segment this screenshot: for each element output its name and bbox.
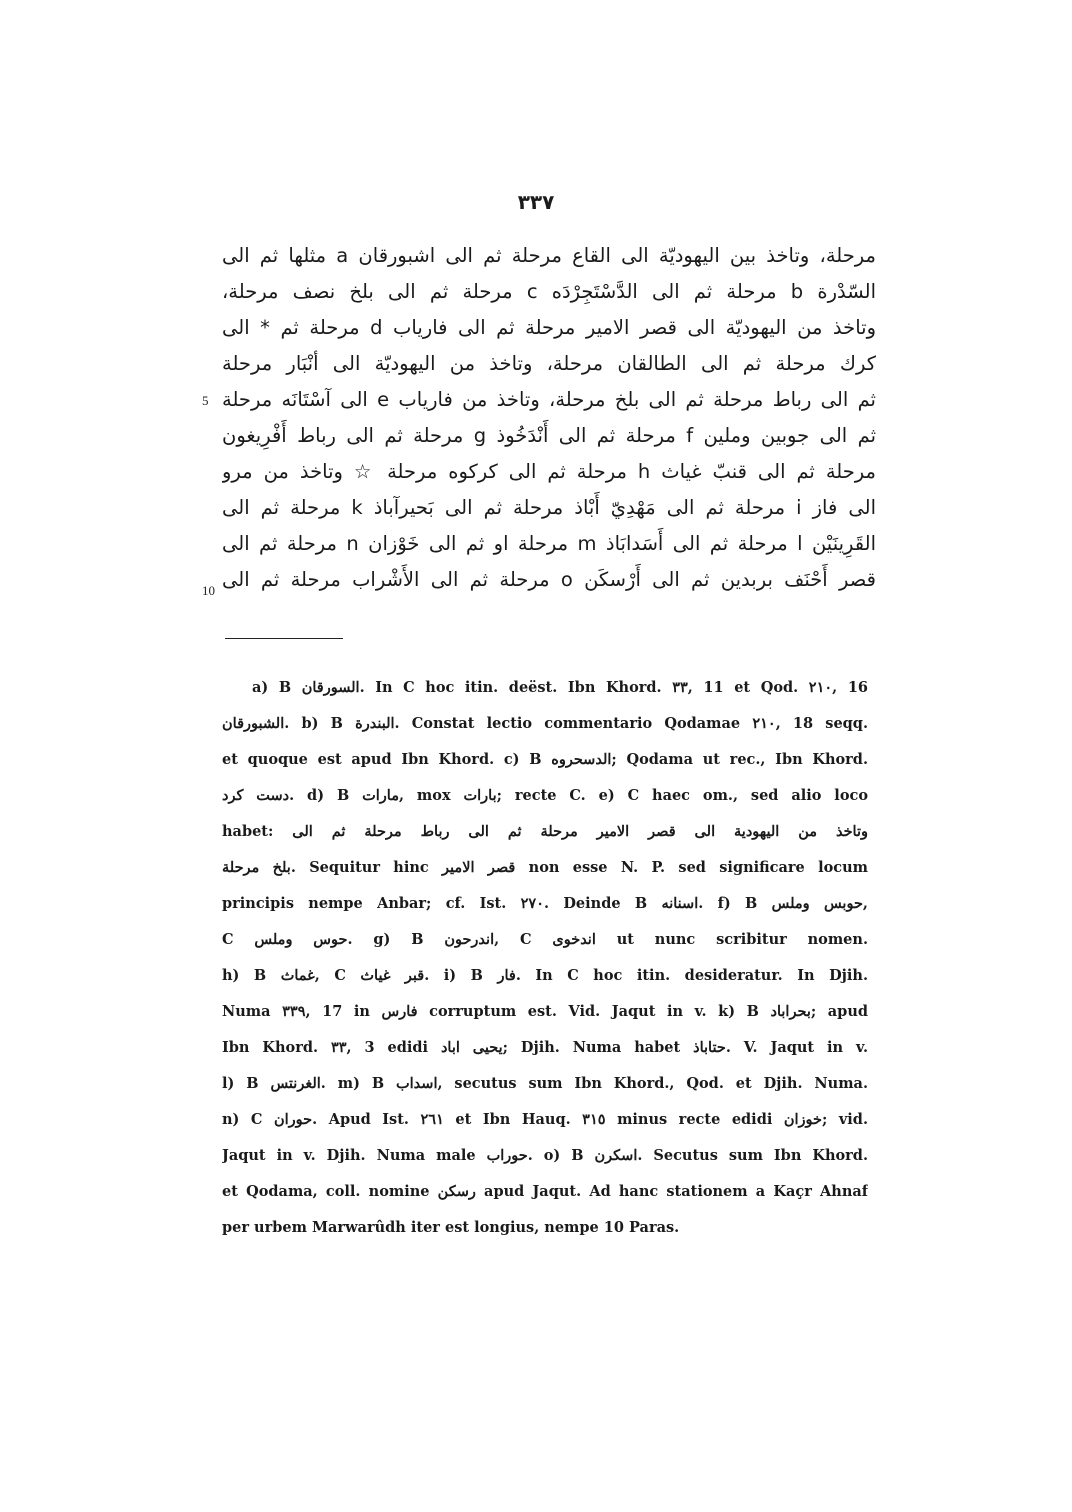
footnote-line: et Qodama, coll. nomine رسكن apud Jaqut. Ad hanc stationem a Kaçr Ahnaf bbox=[222, 1183, 868, 1200]
footnote-separator bbox=[225, 638, 343, 639]
footnote-line: et quoque est apud Ibn Khord. c) B الدسحروه; Qodama ut rec., Ibn Khord. bbox=[222, 751, 868, 768]
footnote-line: l) B الغرنتس. m) B اسداب, secutus sum Ibn Khord., Qod. et Djih. Numa. bbox=[222, 1075, 868, 1092]
footnote-line: الشبورقان. b) B البندرة. Constat lectio commentario Qodamae ٢١٠, 18 seqq. bbox=[222, 715, 868, 732]
footnote-line: Numa ٣٣٩, 17 in فارس corruptum est. Vid. Jaqut in v. k) B بحراباد; apud bbox=[222, 1003, 868, 1020]
text-line: كرك مرحلة ثم الى الطالقان مرحلة، وتاخذ من اليهوديّة الى أنْبَار مرحلة bbox=[222, 352, 876, 375]
footnote-line: principis nempe Anbar; cf. Ist. ٢٧٠. Deinde B اسنانه. f) B حوبس وملس, bbox=[222, 895, 868, 912]
footnote-line: Ibn Khord. ٣٣, 3 edidi يحيى اباد; Djih. Numa habet حتاباذ. V. Jaqut in v. bbox=[222, 1039, 868, 1056]
text-line: ثم الى رباط مرحلة ثم الى بلخ مرحلة، وتاخذ من فارياب e الى آسْتَانَه مرحلة bbox=[222, 388, 876, 411]
footnote-line: C حوس وملس. g) B اندرحون, C اندخوى ut nunc scribitur nomen. bbox=[222, 931, 868, 948]
footnote-line: h) B غماث, C قبر غياث. i) B فار. In C hoc itin. desideratur. In Djih. bbox=[222, 967, 868, 984]
text-line: وتاخذ من اليهوديّة الى قصر الامير مرحلة ثم الى فارياب d مرحلة ثم * الى bbox=[222, 316, 876, 339]
text-line: مرحلة ثم الى قنبّ غياث h مرحلة ثم الى كركوه مرحلة ☆ وتاخذ من مرو bbox=[222, 460, 876, 483]
footnote-line: بلخ مرحلة. Sequitur hinc قصر الامير non esse N. P. sed significare locum bbox=[222, 859, 868, 876]
footnote-line: دست كرد. d) B مارات, mox بارات; recte C. e) C haec om., sed alio loco bbox=[222, 787, 868, 804]
footnote-line: per urbem Marwarûdh iter est longius, nempe 10 Paras. bbox=[222, 1219, 680, 1236]
text-line: قصر أَحْنَف بربدين ثم الى أَرْسكَن o مرحلة ثم الى الأَشْراب مرحلة ثم الى bbox=[222, 568, 876, 591]
text-line: مرحلة، وتاخذ بين اليهوديّة الى القاع مرحلة ثم الى اشبورقان a مثلها ثم الى bbox=[222, 244, 876, 267]
page-number: ٣٣٧ bbox=[517, 190, 555, 214]
text-line: القَرِينَيْن l مرحلة ثم الى أَسَدابَاذ m مرحلة او ثم الى خَوْزان n مرحلة ثم الى bbox=[222, 532, 876, 555]
footnote-line: a) B السورقان. In C hoc itin. deëst. Ibn Khord. ٣٣, 11 et Qod. ٢١٠, 16 bbox=[252, 679, 868, 696]
footnote-line: n) C حوران. Apud Ist. ٢٦١ et Ibn Hauq. ٣١٥ minus recte edidi خوزان; vid. bbox=[222, 1111, 868, 1128]
line-number: 5 bbox=[202, 393, 209, 408]
text-line: السّدْرة b مرحلة ثم الى الدَّسْتَجِرْدَه c مرحلة ثم الى بلخ نصف مرحلة، bbox=[222, 280, 876, 303]
footnote-line: Jaqut in v. Djih. Numa male حوراب. o) B اسكرن. Secutus sum Ibn Khord. bbox=[222, 1147, 868, 1164]
text-line: ثم الى جوبين وملين f مرحلة ثم الى أَنْدَخُوذ g مرحلة ثم الى رباط أَفْرِيغون bbox=[222, 424, 876, 447]
footnote-line: habet: وتاخذ من اليهودية الى قصر الامير مرحلة ثم الى رباط مرحلة ثم الى bbox=[222, 823, 868, 840]
text-line: الى فاز i مرحلة ثم الى مَهْدِيّ أَبْاذ مرحلة ثم الى بَحيرآباذ k مرحلة ثم الى bbox=[222, 496, 876, 519]
line-number: 10 bbox=[202, 583, 215, 598]
